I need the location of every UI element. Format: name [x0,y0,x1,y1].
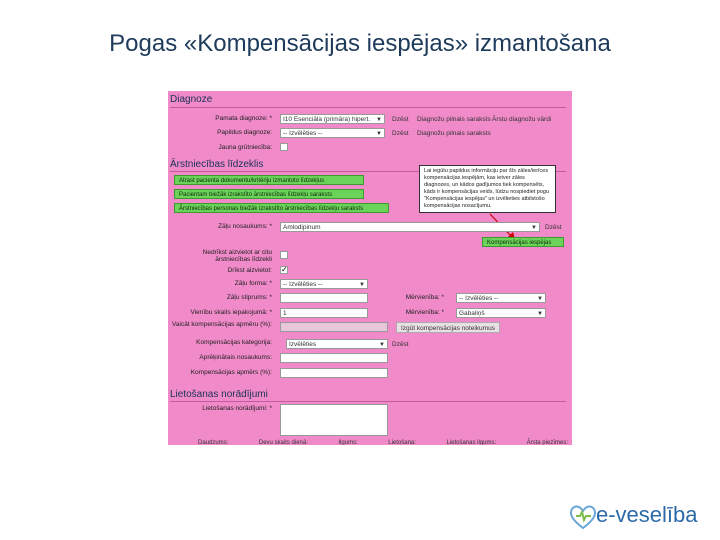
dropdown-arrow-icon: ▼ [379,342,385,348]
footer-label: Lietošanas ilgums: [446,440,497,445]
compensation-category-select[interactable] [286,339,388,349]
may-substitute-label: Drīkst aizvietot: [227,267,272,274]
footer-label: Ilgums: [338,440,358,445]
primary-diagnosis-select[interactable] [280,114,385,124]
usage-instructions-textarea[interactable] [280,404,388,436]
unit-value: -- Izvēlēties -- [459,295,499,302]
section-diagnoze-heading: Diagnoze [170,94,213,105]
drug-form-value: -- Izvēlēties -- [283,281,323,288]
compensation-category-label: Kompensācijas kategorija: [196,339,272,346]
dropdown-arrow-icon: ▼ [537,311,543,317]
get-compensation-rules-button[interactable]: Izgūt kompensācijas noteikumus [396,322,500,333]
drug-name-select[interactable] [280,222,540,232]
pregnancy-label: Jauna grūtniecība: [218,144,272,151]
no-substitute-checkbox[interactable] [280,251,288,259]
calculated-name-label: Aprēķinātais nosaukums: [199,354,272,361]
compensation-tooltip: Lai iegūtu papildus informāciju par šīs zāles/ierīces kompensācijas iespējām, kas ietver zāles diagnozes, un kādos gadījumos tiek kompensēts, kāds ir kompensācijas veids, lūdzu nospiediet pogu "Kompensācijas iespējas" un izvēlieties atbilstošo kompensācijas nosacījumu. [419,165,556,213]
unit-select[interactable] [456,293,546,303]
section-lietosana-heading: Lietošanas norādījumi [170,389,268,400]
no-substitute-label: Nedrīkst aizvietot ar citu ārstniecības līdzekli [202,249,272,263]
secondary-diagnosis-delete-link[interactable]: Dzēst [392,130,409,137]
footer-label: Daudzums: [198,440,229,445]
section-divider [170,107,566,108]
compensation-category-delete-link[interactable]: Dzēst [392,341,409,348]
drug-name-value: Amlodipinum [283,224,321,231]
compensation-amount-query-label: Vaicāt kompensācijas apmēru (%): [172,321,272,328]
unit-label: Mērvienība: * [405,294,444,301]
unit2-label: Mērvienība: * [405,309,444,316]
dropdown-arrow-icon: ▼ [359,282,365,288]
primary-diagnosis-delete-link[interactable]: Dzēst [392,116,409,123]
primary-diagnosis-value: I10 Esenciāla (primāra) hipert. [283,116,371,123]
drug-name-label: Zāļu nosaukums: * [218,223,272,230]
calculated-name-input[interactable] [280,353,388,363]
secondary-diagnosis-list-link[interactable]: Diagnožu pilnais saraksts [417,130,491,137]
units-per-package-value: 1 [283,310,287,317]
drug-form-select[interactable] [280,279,368,289]
footer-label: Devu skaits dienā: [258,440,308,445]
drug-strength-input[interactable] [280,293,368,303]
secondary-diagnosis-label: Papildus diagnoze: [217,129,272,136]
compensation-amount-query-input[interactable] [280,322,388,332]
unit2-value: Gabaliņš [459,310,485,317]
doctor-diagnosis-link[interactable]: Ārstu diagnožu vārdi [492,116,552,123]
pregnancy-checkbox[interactable] [280,143,288,151]
footer-label: Lietošana: [388,440,416,445]
compensation-category-value: Izvēlēties [289,341,317,348]
footer-labels-row [198,440,568,445]
secondary-diagnosis-select[interactable] [280,128,385,138]
dropdown-arrow-icon: ▼ [537,296,543,302]
dropdown-arrow-icon: ▼ [376,131,382,137]
compensation-options-button[interactable]: Kompensācijas iespējas [482,237,564,247]
drug-strength-label: Zāļu stiprums: * [226,294,272,301]
unit2-select[interactable] [456,308,546,318]
may-substitute-checkbox[interactable] [280,266,288,274]
section-arstnieciba-heading: Ārstniecības līdzeklis [170,159,264,170]
dropdown-arrow-icon: ▼ [531,225,537,231]
diagnosis-full-list-link[interactable]: Diagnožu pilnais saraksts [417,116,491,123]
drug-form-label: Zāļu forma: * [234,280,272,287]
prescription-form [168,91,572,445]
e-veseliba-logo [568,496,713,536]
doctor-frequent-meds-button[interactable]: Ārstniecības personas biežāk izrakstīto ārstniecības līdzekļu saraksts [174,203,389,213]
patient-frequent-meds-button[interactable]: Pacientam biežāk izrakstīto ārstniecības līdzekļu saraksts [174,189,364,199]
section-divider [170,401,566,402]
primary-diagnosis-label: Pamata diagnoze: * [215,115,272,122]
compensation-percent-input[interactable] [280,368,388,378]
find-patient-meds-button[interactable]: Atrast pacienta dokumentu/kritēriju izmantoto līdzekļus [174,175,364,185]
units-per-package-label: Vienību skaits iepakojumā: * [190,309,272,316]
secondary-diagnosis-value: -- Izvēlēties -- [283,130,323,137]
units-per-package-input[interactable] [280,308,368,318]
dropdown-arrow-icon: ▼ [376,117,382,123]
drug-name-delete-link[interactable]: Dzēst [545,224,562,231]
slide-title: Pogas «Kompensācijas iespējas» izmantošana [109,30,611,57]
compensation-percent-label: Kompensācijas apmērs (%): [190,369,272,376]
usage-instructions-label: Lietošanas norādījumi: * [202,405,272,412]
logo-text: e-veselība [596,502,698,527]
footer-label: Ārsta piezīmes: [526,440,568,445]
heart-logo-icon [568,502,598,532]
